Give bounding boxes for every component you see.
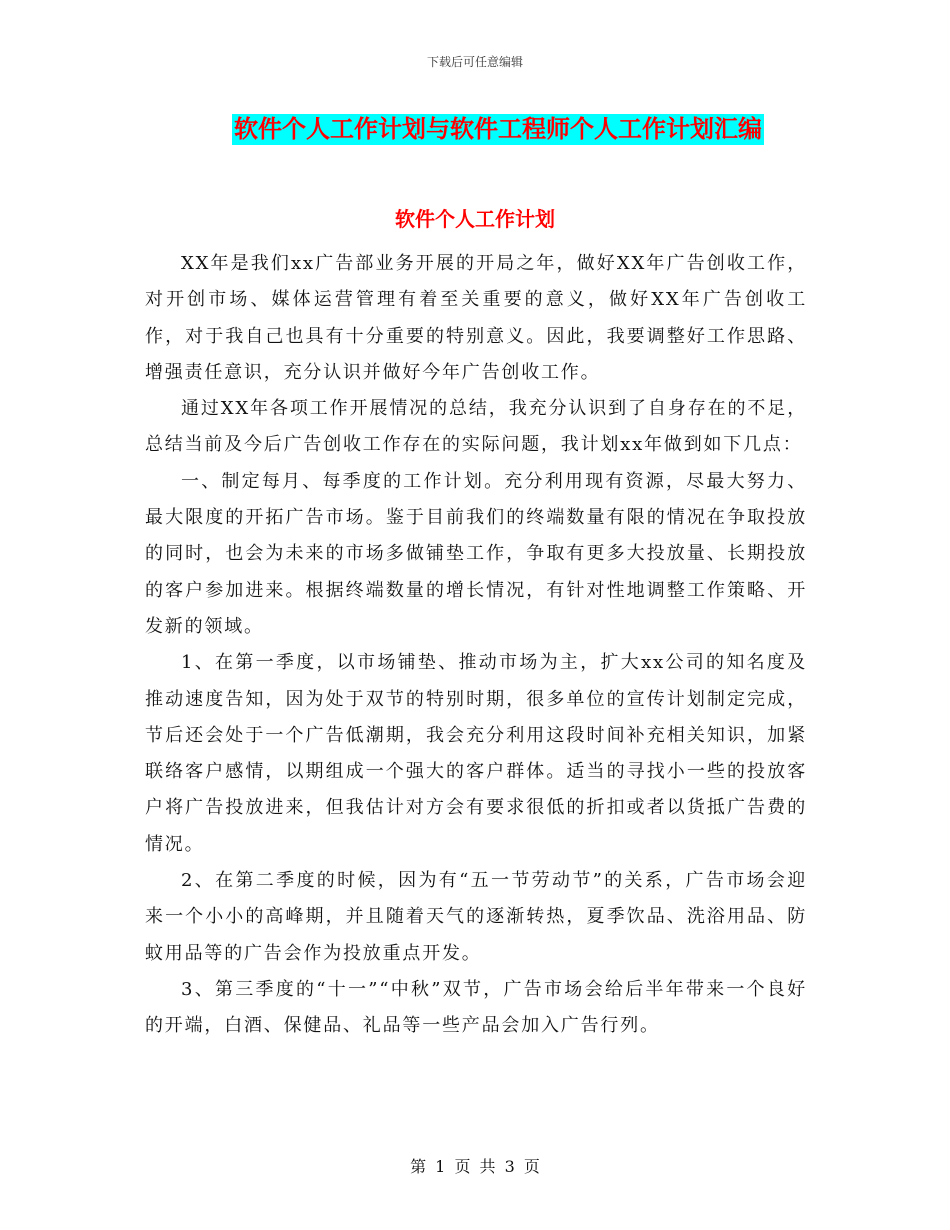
section-title: 软件个人工作计划 [395,207,555,231]
paragraph-5: 2、在第二季度的时候，因为有“五一节劳动节”的关系，广告市场会迎来一个小小的高峰期，并且随着天气的逐渐转热，夏季饮品、洗浴用品、防蚊用品等的广告会作为投放重点开发。 [145,870,807,964]
document-title-container [0,114,950,145]
paragraph-4: 1、在第一季度，以市场铺垫、推动市场为主，扩大xx公司的知名度及推动速度告知，因为处于双节的特别时期，很多单位的宣传计划制定完成，节后还会处于一个广告低潮期，我会充分利用这段时间补充相关知识，加紧联络客户感情，以期组成一个强大的客户群体。适当的寻找小一些的投放客户将广告投放进来，但我估计对方会有要求很低的折扣或者以货抵广告费的情况。 [145,652,807,855]
document-title: 软件个人工作计划与软件工程师个人工作计划汇编 [234,115,762,143]
paragraph-3: 一、制定每月、每季度的工作计划。充分利用现有资源，尽最大努力、最大限度的开拓广告市场。鉴于目前我们的终端数量有限的情况在争取投放的同时，也会为未来的市场多做铺垫工作，争取有更多大投放量、长期投放的客户参加进来。根据终端数量的增长情况，有针对性地调整工作策略、开发新的领域。 [145,470,807,637]
paragraph-2: 通过XX年各项工作开展情况的总结，我充分认识到了自身存在的不足，总结当前及今后广告创收工作存在的实际问题，我计划xx年做到如下几点： [145,398,807,456]
paragraph-1: XX年是我们xx广告部业务开展的开局之年，做好XX年广告创收工作，对开创市场、媒体运营管理有着至关重要的意义，做好XX年广告创收工作，对于我自己也具有十分重要的特别意义。因此，我要调整好工作思路、增强责任意识，充分认识并做好今年广告创收工作。 [145,253,807,383]
page-header-note: 下载后可任意编辑 [426,55,523,69]
paragraph-6: 3、第三季度的“十一”“中秋”双节，广告市场会给后半年带来一个良好的开端，白酒、保健品、礼品等一些产品会加入广告行列。 [145,978,807,1037]
document-body [145,246,807,1045]
page-number-footer: 第 1 页 共 3 页 [410,1157,540,1176]
